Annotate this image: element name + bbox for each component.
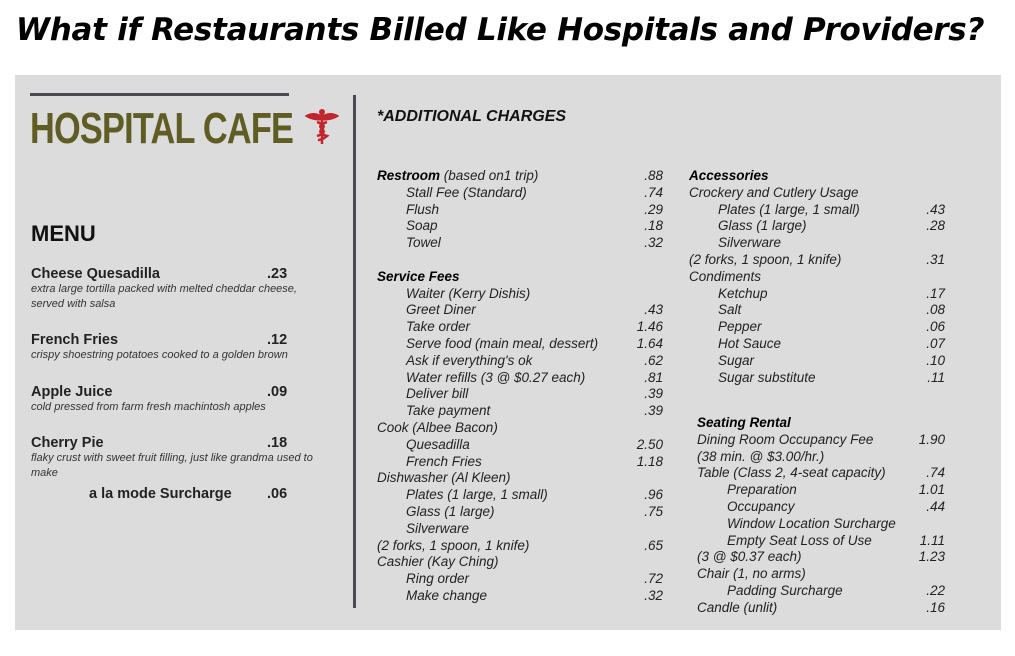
charge-price: 1.23 bbox=[918, 549, 945, 565]
charge-price: .43 bbox=[644, 302, 663, 318]
charge-row bbox=[406, 486, 663, 503]
charge-text: Deliver bill bbox=[406, 386, 469, 402]
charge-text: Salt bbox=[718, 302, 742, 318]
charge-row bbox=[377, 469, 663, 486]
charge-price: 1.18 bbox=[636, 453, 663, 469]
charge-label bbox=[727, 499, 795, 514]
section-heading: Accessories bbox=[689, 168, 769, 183]
charge-price: .17 bbox=[926, 285, 945, 301]
charge-text: Take order bbox=[406, 319, 471, 335]
charge-label bbox=[718, 370, 816, 385]
charge-price: .08 bbox=[926, 302, 945, 318]
charge-label bbox=[727, 533, 872, 548]
charge-label bbox=[697, 600, 777, 615]
charge-row bbox=[697, 548, 945, 565]
charge-text: Plates (1 large, 1 small) bbox=[406, 487, 548, 503]
charge-label bbox=[697, 415, 791, 430]
charge-price: 1.46 bbox=[636, 319, 663, 335]
charge-row bbox=[697, 448, 945, 465]
charge-label bbox=[406, 202, 439, 217]
charge-price: .62 bbox=[644, 352, 663, 368]
charge-row bbox=[406, 369, 663, 386]
charge-price: .32 bbox=[644, 235, 663, 251]
charge-price: 1.90 bbox=[918, 431, 945, 447]
charge-text: Preparation bbox=[727, 482, 797, 498]
charge-label bbox=[689, 168, 769, 183]
menu-item-name: Cherry Pie bbox=[31, 435, 104, 451]
charge-row bbox=[727, 582, 945, 599]
section-heading: Restroom bbox=[377, 168, 441, 183]
charge-row bbox=[406, 402, 663, 419]
charge-row bbox=[406, 201, 663, 218]
charge-price: .16 bbox=[926, 599, 945, 615]
charge-row bbox=[406, 385, 663, 402]
charge-text: Greet Diner bbox=[406, 302, 476, 318]
charge-price: .74 bbox=[926, 465, 945, 481]
charge-text: Water refills (3 @ $0.27 each) bbox=[406, 369, 586, 385]
charge-row bbox=[406, 587, 663, 604]
charge-row bbox=[689, 184, 945, 201]
menu-item bbox=[31, 435, 331, 481]
charge-price: 1.01 bbox=[918, 482, 945, 498]
charge-row bbox=[406, 503, 663, 520]
charge-label bbox=[406, 218, 438, 233]
charge-label bbox=[689, 252, 841, 267]
charge-text: Stall Fee (Standard) bbox=[406, 184, 527, 200]
charge-price: .81 bbox=[644, 369, 663, 385]
charge-label bbox=[718, 235, 781, 250]
charge-text: Quesadilla bbox=[406, 436, 470, 452]
charge-row bbox=[406, 318, 663, 335]
charge-price: .31 bbox=[926, 252, 945, 267]
charge-row bbox=[377, 537, 663, 554]
charge-row bbox=[406, 285, 663, 302]
charge-text: French Fries bbox=[406, 453, 482, 469]
charge-label bbox=[377, 554, 499, 569]
charge-row bbox=[406, 352, 663, 369]
charge-price: .11 bbox=[927, 369, 945, 385]
charge-label bbox=[697, 449, 824, 464]
charge-row bbox=[377, 268, 663, 285]
charge-text: Glass (1 large) bbox=[718, 218, 807, 234]
brand-logo: HOSPITAL CAFE bbox=[30, 104, 294, 153]
charge-label bbox=[689, 269, 761, 284]
charge-label bbox=[377, 168, 538, 183]
charge-text: Hot Sauce bbox=[718, 336, 782, 351]
charge-row bbox=[697, 565, 945, 582]
charge-row bbox=[406, 301, 663, 318]
charge-label bbox=[406, 571, 469, 586]
charge-text: Candle (unlit) bbox=[697, 599, 778, 615]
charge-text: Plates (1 large, 1 small) bbox=[718, 201, 860, 217]
charge-price: .65 bbox=[644, 537, 663, 553]
charge-label bbox=[406, 353, 532, 368]
charge-row bbox=[718, 318, 945, 335]
charge-row bbox=[406, 184, 663, 201]
charge-label bbox=[406, 185, 527, 200]
charge-text: (based on1 trip) bbox=[440, 168, 539, 183]
charge-row bbox=[406, 453, 663, 470]
charge-label bbox=[697, 465, 886, 480]
charge-text: Chair (1, no arms) bbox=[697, 566, 806, 582]
top-divider bbox=[30, 93, 289, 96]
charge-label bbox=[718, 353, 754, 368]
menu-item bbox=[31, 384, 331, 415]
additional-charges-heading: *ADDITIONAL CHARGES bbox=[377, 108, 567, 125]
charge-label bbox=[406, 504, 495, 519]
menu-item-price: .18 bbox=[267, 435, 288, 451]
charge-price: .96 bbox=[644, 487, 663, 503]
charge-label bbox=[377, 269, 460, 284]
charge-price: .75 bbox=[644, 504, 663, 519]
charge-row bbox=[697, 414, 945, 431]
charge-text: (38 min. @ $3.00/hr.) bbox=[697, 448, 825, 464]
charge-label bbox=[718, 336, 781, 351]
charge-row bbox=[718, 217, 945, 234]
charge-row bbox=[697, 599, 945, 616]
charge-price: .88 bbox=[644, 168, 663, 183]
charge-text: Flush bbox=[406, 201, 440, 217]
menu-item-name: French Fries bbox=[31, 332, 119, 348]
charge-label bbox=[406, 235, 441, 250]
charge-row bbox=[718, 369, 945, 386]
charge-price: .18 bbox=[644, 218, 663, 234]
menu-heading: MENU bbox=[31, 221, 96, 246]
charge-price: .07 bbox=[926, 336, 945, 351]
menu-item-desc: extra large tortilla packed with melted cheddar cheese, served with salsa bbox=[31, 283, 297, 310]
charge-label bbox=[406, 454, 482, 469]
charge-label bbox=[697, 566, 806, 581]
charge-text: Crockery and Cutlery Usage bbox=[689, 184, 859, 200]
menu-item-price: .09 bbox=[267, 384, 288, 400]
charge-row bbox=[406, 234, 663, 251]
charge-text: Ask if everything's ok bbox=[406, 352, 533, 368]
charge-row bbox=[689, 268, 945, 285]
charge-row bbox=[718, 335, 945, 352]
section-heading: Service Fees bbox=[377, 268, 460, 284]
page-headline: What if Restaurants Billed Like Hospitals and Providers? bbox=[15, 12, 985, 48]
charge-text: Waiter (Kerry Dishis) bbox=[406, 285, 531, 301]
charge-label bbox=[377, 538, 529, 553]
charge-text: Sugar substitute bbox=[718, 369, 816, 385]
charge-text: Table (Class 2, 4-seat capacity) bbox=[697, 465, 886, 481]
charge-label bbox=[406, 386, 468, 401]
charge-label bbox=[406, 487, 548, 502]
charge-label bbox=[718, 202, 860, 217]
charge-label bbox=[406, 319, 470, 334]
charge-price: .39 bbox=[644, 386, 663, 402]
charge-text: Make change bbox=[406, 588, 488, 603]
menu-item-desc: flaky crust with sweet fruit filling, just like grandma used to make bbox=[31, 452, 313, 479]
charge-price: .29 bbox=[644, 201, 663, 217]
surcharge-name: a la mode Surcharge bbox=[89, 486, 232, 502]
charge-text: Dining Room Occupancy Fee bbox=[697, 431, 874, 447]
charge-label bbox=[406, 403, 490, 418]
charge-row bbox=[727, 498, 945, 515]
charge-row bbox=[377, 167, 663, 184]
charge-label bbox=[406, 336, 598, 351]
charge-text: Silverware bbox=[406, 520, 470, 536]
charge-row bbox=[718, 352, 945, 369]
charge-text: Sugar bbox=[718, 352, 755, 368]
charge-price: .06 bbox=[926, 319, 945, 335]
charge-label bbox=[727, 482, 797, 497]
menu-item-desc: cold pressed from farm fresh machintosh apples bbox=[31, 401, 266, 413]
menu-item-name: Apple Juice bbox=[31, 384, 113, 400]
charge-row bbox=[727, 481, 945, 498]
charge-label bbox=[406, 521, 469, 536]
charge-row bbox=[689, 251, 945, 268]
section-heading: Seating Rental bbox=[697, 415, 791, 430]
surcharge-price: .06 bbox=[267, 486, 288, 502]
charge-label bbox=[377, 470, 511, 485]
charge-label bbox=[718, 319, 762, 334]
charge-row bbox=[718, 285, 945, 302]
charge-text: Take payment bbox=[406, 403, 491, 419]
caduceus-icon bbox=[305, 108, 339, 151]
charge-row bbox=[406, 335, 663, 352]
charge-label bbox=[697, 549, 802, 564]
charge-label bbox=[406, 588, 487, 603]
charge-row bbox=[718, 301, 945, 318]
charge-price: 1.11 bbox=[919, 532, 945, 548]
charge-label bbox=[377, 420, 498, 435]
charge-label bbox=[406, 286, 530, 301]
charge-text: Glass (1 large) bbox=[406, 504, 495, 519]
charge-row bbox=[697, 431, 945, 448]
charge-price: 1.64 bbox=[636, 336, 663, 351]
charge-text: Cashier (Kay Ching) bbox=[377, 554, 499, 570]
menu-item-name: Cheese Quesadilla bbox=[31, 266, 160, 282]
charge-text: Pepper bbox=[718, 319, 762, 335]
charge-row bbox=[377, 553, 663, 570]
charge-price: .32 bbox=[644, 588, 663, 603]
charge-text: Cook (Albee Bacon) bbox=[377, 420, 498, 435]
charge-label bbox=[406, 302, 476, 317]
charge-text: Occupancy bbox=[727, 499, 795, 514]
charge-label bbox=[689, 185, 859, 200]
charge-text: (3 @ $0.37 each) bbox=[697, 549, 802, 565]
charge-label bbox=[406, 437, 470, 452]
charge-price: .28 bbox=[926, 218, 945, 234]
charge-text: (2 forks, 1 spoon, 1 knife) bbox=[377, 537, 530, 553]
charge-label bbox=[727, 516, 896, 531]
charge-text: Ketchup bbox=[718, 285, 768, 301]
charge-row bbox=[727, 515, 945, 532]
charge-label bbox=[727, 583, 843, 598]
charge-row bbox=[697, 464, 945, 481]
charge-label bbox=[697, 432, 873, 447]
charge-label bbox=[718, 218, 807, 233]
charge-row bbox=[406, 520, 663, 537]
charge-row bbox=[406, 217, 663, 234]
charge-price: .74 bbox=[644, 184, 663, 200]
charge-text: Condiments bbox=[689, 268, 762, 284]
charge-text: Towel bbox=[406, 235, 441, 251]
column-divider bbox=[353, 95, 356, 608]
menu-item-price: .12 bbox=[267, 332, 288, 348]
charge-row bbox=[689, 167, 945, 184]
charge-price: .22 bbox=[926, 583, 945, 598]
charge-row bbox=[406, 436, 663, 453]
charge-text: Window Location Surcharge bbox=[727, 515, 896, 531]
menu-item bbox=[31, 332, 331, 363]
charge-price: .39 bbox=[644, 403, 663, 419]
charge-row bbox=[377, 419, 663, 436]
charge-label bbox=[718, 286, 768, 301]
charge-text: Ring order bbox=[406, 571, 470, 587]
charge-row bbox=[727, 532, 945, 549]
charge-row bbox=[406, 570, 663, 587]
charge-row bbox=[377, 251, 663, 268]
charge-label bbox=[406, 370, 585, 385]
charge-price: .43 bbox=[926, 201, 945, 217]
charge-text: (2 forks, 1 spoon, 1 knife) bbox=[689, 252, 842, 267]
charge-text: Empty Seat Loss of Use bbox=[727, 532, 872, 548]
charge-label bbox=[718, 302, 741, 317]
charge-price: 2.50 bbox=[636, 436, 663, 452]
charge-price: .44 bbox=[926, 499, 945, 514]
charge-text: Dishwasher (Al Kleen) bbox=[377, 470, 511, 486]
menu-item-price: .23 bbox=[267, 266, 288, 282]
charge-text: Padding Surcharge bbox=[727, 583, 843, 598]
charge-row bbox=[718, 201, 945, 218]
charge-price: .10 bbox=[926, 352, 945, 368]
menu-item bbox=[31, 266, 331, 312]
charge-text: Serve food (main meal, dessert) bbox=[406, 336, 599, 351]
charge-text: Silverware bbox=[718, 235, 782, 251]
charge-price: .72 bbox=[644, 571, 663, 587]
charge-text: Soap bbox=[406, 218, 438, 234]
menu-item-desc: crispy shoestring potatoes cooked to a golden brown bbox=[31, 349, 288, 361]
charge-row bbox=[718, 234, 945, 251]
